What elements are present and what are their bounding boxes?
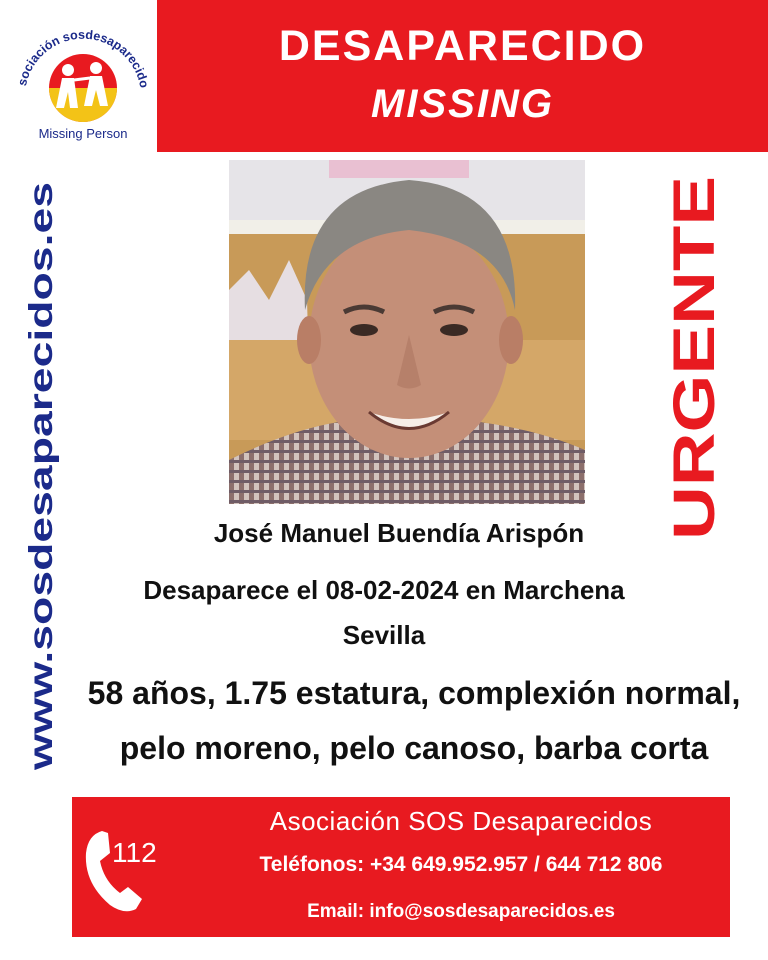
website-url-text: www.sosdesaparecidos.es <box>22 351 59 770</box>
phone-numbers[interactable]: Teléfonos: +34 649.952.957 / 644 712 806 <box>259 853 663 876</box>
title-english: MISSING <box>371 82 554 126</box>
urgent-text: URGENTE <box>662 256 727 540</box>
association-name: Asociación SOS Desaparecidos <box>269 806 653 836</box>
urgent-label <box>660 172 730 542</box>
physical-description-line-2: pelo moreno, pelo canoso, barba corta <box>119 730 709 766</box>
emergency-number[interactable]: 112 <box>112 837 157 868</box>
disappearance-province: Sevilla <box>342 620 426 650</box>
association-logo <box>8 8 158 148</box>
physical-description-line-1: 58 años, 1.75 estatura, complexión normal, <box>87 675 741 711</box>
vertical-website-url <box>8 178 64 770</box>
missing-person-photo <box>229 160 585 504</box>
title-spanish: DESAPARECIDO <box>278 22 647 70</box>
person-name: José Manuel Buendía Arispón <box>213 518 585 548</box>
contact-footer <box>72 797 730 937</box>
logo-caption: Missing Person <box>38 126 128 141</box>
contact-email[interactable]: Email: info@sosdesaparecidos.es <box>307 901 615 922</box>
logo-arc-text: sociación sosdesaparecido <box>15 27 152 90</box>
logo-emblem <box>8 8 158 138</box>
disappearance-date-place: Desaparece el 08-02-2024 en Marchena <box>143 575 625 605</box>
header-banner <box>157 0 768 152</box>
